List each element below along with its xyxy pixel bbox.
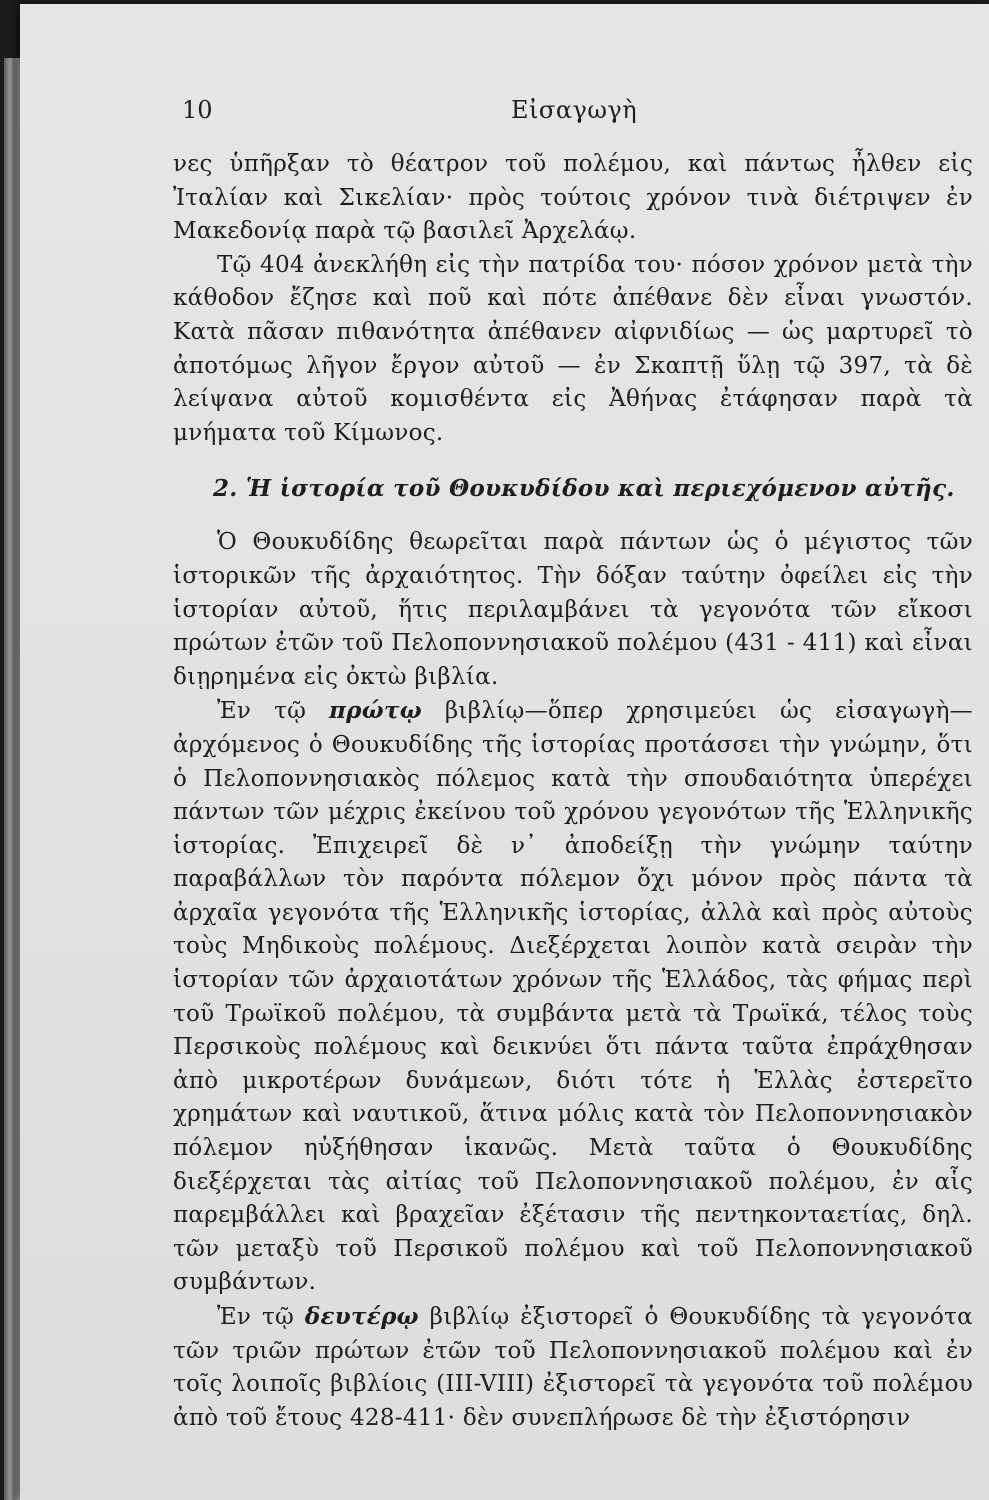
page-number: 10 [182,96,213,124]
running-title: Εἰσαγωγὴ [511,96,638,124]
paragraph-thucydides-history: Ὁ Θουκυδίδης θεωρεῖται παρὰ πάντων ὡς ὁ μέγιστος τῶν ἱστορικῶν τῆς ἀρχαιότητος. Τὴν δόξαν ταύτην ὀφείλει εἰς τὴν ἱστορίαν αὐτοῦ, ἥτις περιλαμβάνει τὰ γεγονότα τῶν εἴκοσι πρώτων ἐτῶν τοῦ Πελοποννησιακοῦ πολέμου (431 - 411) καὶ εἶναι διῃρημένα εἰς ὀκτὼ βιβλία. [173,529,973,690]
page-body [173,148,973,1435]
paragraph-first-book [173,694,973,1300]
second-book-text: βιβλίῳ ἐξιστορεῖ ὁ Θουκυδίδης τὰ γεγονότα τῶν τριῶν πρώτων ἐτῶν τοῦ Πελοποννησιακοῦ πολέμου καὶ ἐν τοῖς λοιποῖς βιβλίοις (III-VIII) ἐξιστορεῖ τὰ γεγονότα τοῦ πολέμου ἀπὸ τοῦ ἔτους 428-411· δὲν συνεπλήρωσε δὲ τὴν ἐξιστόρησιν [173,1304,973,1431]
first-book-text: βιβλίῳ—ὅπερ χρησιμεύει ὡς εἰσαγωγὴ—ἀρχόμενος ὁ Θουκυδίδης τῆς ἱστορίας προτάσσει τὴν γνώμην, ὅτι ὁ Πελοποννησιακὸς πόλεμος κατὰ τὴν σπουδαιότητα ὑπερέχει πάντων τῶν μέχρις ἐκείνου τοῦ χρόνου γεγονότων τῆς Ἑλληνικῆς ἱστορίας. Ἐπιχειρεῖ δὲ ν᾽ ἀποδείξῃ τὴν γνώμην ταύτην παραβάλλων τὸν παρόντα πόλεμον ὄχι μόνον πρὸς πάντα τὰ ἀρχαῖα γεγονότα τῆς Ἑλληνικῆς ἱστορίας, ἀλλὰ καὶ πρὸς αὐτοὺς τοὺς Μηδικοὺς πολέμους. Διεξέρχεται λοιπὸν κατὰ σειρὰν τὴν ἱστορίαν τῶν ἀρχαιοτάτων χρόνων τῆς Ἑλλάδος, τὰς φήμας περὶ τοῦ Τρωϊκοῦ πολέμου, τὰ συμβάντα μετὰ τὰ Τρωϊκά, τέλος τοὺς Περσικοὺς πολέμους καὶ δεικνύει ὅτι πάντα ταῦτα ἐπράχθησαν ἀπὸ μικροτέρων δυνάμεων, διότι τότε ἡ Ἑλλὰς ἐστερεῖτο χρημάτων καὶ ναυτικοῦ, ἅτινα μόλις κατὰ τὸν Πελοποννησιακὸν πόλεμον ηὐξήθησαν ἱκανῶς. Μετὰ ταῦτα ὁ Θουκυδίδης διεξέρχεται τὰς αἰτίας τοῦ Πελοποννησιακοῦ πολέμου, ἐν αἷς παρεμβάλλει καὶ βραχεῖαν ἐξέτασιν τῆς πεντηκονταετίας, δηλ. τῶν μεταξὺ τοῦ Περσικοῦ πολέμου καὶ τοῦ Πελοποννησιακοῦ συμβάντων. [173,698,973,1296]
second-book-emphasis: δευτέρῳ [304,1303,419,1330]
book-page [20,4,989,1500]
first-book-emphasis: πρώτῳ [329,697,422,725]
second-book-intro: Ἐν τῷ [217,1304,295,1330]
paragraph-continuation: νες ὑπῆρξαν τὸ θέατρον τοῦ πολέμου, καὶ πάντως ἦλθεν εἰς Ἰταλίαν καὶ Σικελίαν· πρὸς τούτοις χρόνον τινὰ διέτριψεν ἐν Μακεδονίᾳ παρὰ τῷ βασιλεῖ Ἀρχελάῳ. [173,151,973,245]
paragraph-return-death: Τῷ 404 ἀνεκλήθη εἰς τὴν πατρίδα του· πόσον χρόνον μετὰ τὴν κάθοδον ἔζησε καὶ ποῦ καὶ πότε ἀπέθανε δὲν εἶναι γνωστόν. Κατὰ πᾶσαν πιθανότητα ἀπέθανεν αἰφνιδίως — ὡς μαρτυρεῖ τὸ ἀποτόμως λῆγον ἔργον αὐτοῦ — ἐν Σκαπτῇ ὕλῃ τῷ 397, τὰ δὲ λείψανα αὐτοῦ κομισθέντα εἰς Ἀθήνας ἐτάφησαν παρὰ τὰ μνήματα τοῦ Κίμωνος. [173,251,973,446]
paragraph-second-book [173,1300,973,1435]
page-header [20,96,989,136]
first-book-intro: Ἐν τῷ [217,698,307,725]
section-heading: 2. Ἡ ἱστορία τοῦ Θουκυδίδου καὶ περιεχόμενον αὐτῆς. [213,475,955,503]
